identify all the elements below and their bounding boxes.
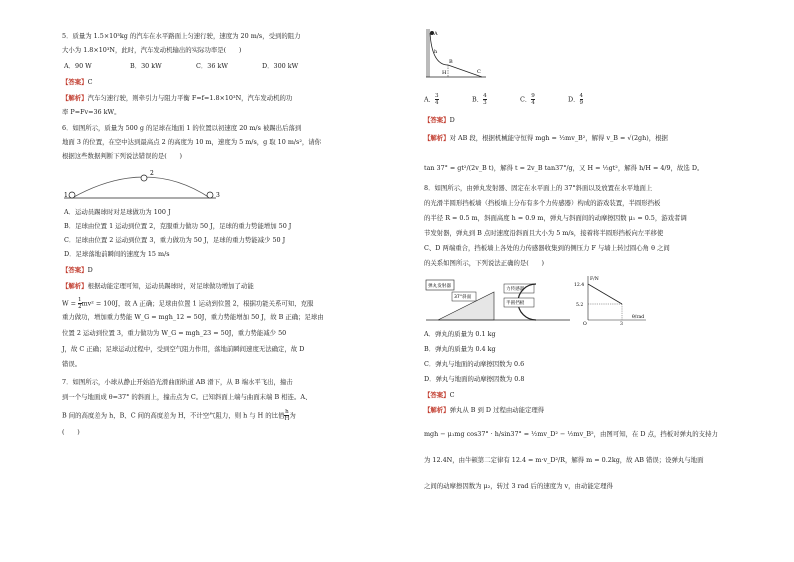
ball-position-1 [69, 192, 75, 198]
q7-line3-end: 为 [289, 411, 296, 420]
fraction-half: $\frac{1}{2}$ [78, 297, 82, 310]
q8-line2: 的光滑半圆形挡板墙（挡板墙上分布有多个力传感器）构成的游戏装置，半圆形挡板 [424, 199, 661, 207]
q5-option-b: B．30 kW [130, 62, 162, 70]
answer-value: C [87, 78, 93, 86]
label-H: H [442, 70, 447, 76]
q6-option-a: A．运动员踢球时对足球做功为 100 J [64, 208, 171, 216]
q8-line3: 的半径 R = 0.5 m，斜面高度 h = 0.9 m，弹丸与斜面间的动摩擦因数 μ₁ = 0.5，游戏者调 [424, 214, 687, 222]
option-letter: A． [424, 95, 436, 104]
q7-curve-figure [422, 27, 488, 83]
explanation-tag: 【解析】 [62, 94, 88, 102]
explanation-text: 弹丸从 B 到 D 过程由动能定理得 [449, 406, 545, 414]
q6-explanation-5: J，故 C 正确；足球运动过程中，受到空气阻力作用，落地前瞬间速度无法确定，故 D [62, 345, 305, 353]
q8-answer [424, 391, 454, 401]
q7-option-a [424, 93, 439, 106]
q6-option-c: C．足球由位置 2 运动到位置 3，重力做功为 50 J，足球的重力势能减少 50 J [64, 236, 286, 244]
label-h: h [434, 49, 438, 55]
q8-option-c: C．弹丸与地面的动摩擦因数为 0.6 [424, 360, 525, 368]
q7-explanation-1 [424, 134, 668, 144]
y-axis-label: F/N [590, 277, 599, 282]
q6-explanation-1 [62, 282, 254, 292]
answer-value: D [87, 266, 93, 274]
q5-line2: 大小为 1.8×10³N，此时，汽车发动机输出的实际功率是( ) [62, 46, 242, 54]
q6-line1: 6．如图所示，质量为 500 g 的足球在地面 1 的位置以初速度 20 m/s 被踢出后落到 [62, 124, 302, 132]
q5-explanation-2: 率 P=Fv=36 kW。 [62, 108, 121, 116]
ball-position-3 [207, 192, 213, 198]
explanation-tag: 【解析】 [424, 406, 450, 414]
q8-line4: 节发射器，弹丸到 B 点时速度沿斜面且大小为 5 m/s，接着将半圆形挡板向左平移使 [424, 229, 664, 237]
label-a: A [434, 31, 438, 37]
q6-answer [62, 266, 93, 276]
option-fraction [483, 93, 487, 106]
q6-explanation-6: 错误。 [62, 360, 82, 368]
label-1: 1 [64, 192, 68, 199]
y-tick-12-4: 12.4 [574, 283, 585, 288]
q7-line1: 7．如图所示，小球从静止开始沿光滑曲面轨道 AB 滑下，从 B 端水平飞出，撞击 [62, 378, 293, 386]
option-fraction [580, 93, 584, 106]
explanation-text: 汽车匀速行驶，则牵引力与阻力平衡 F=f=1.8×10³N，汽车发动机的功 [87, 94, 293, 102]
q5-option-d: D．300 kW [262, 62, 299, 70]
fraction-numerator: 3 [435, 93, 439, 99]
answer-tag: 【答案】 [424, 391, 450, 399]
x-axis-label: θ/rad [632, 315, 645, 320]
q8-option-a: A．弹丸的质量为 0.1 kg [424, 330, 496, 338]
q8-explanation-1 [424, 406, 544, 416]
q7-line3-text: B 间的高度差为 h，B、C 间的高度差为 H，不计空气阻力，则 h 与 H 的比值 [62, 411, 285, 420]
q8-force-graph [574, 274, 654, 327]
q5-line1: 5．质量为 1.5×10³kg 的汽车在水平路面上匀速行驶，速度为 20 m/s，受到的阻力 [62, 32, 301, 40]
explanation-text: mv² = 100J，故 A 正确；足球由位置 1 运动到位置 2，根据功能关系可知，克服 [81, 299, 314, 308]
q7-line4: ( ) [62, 428, 80, 436]
q5-answer [62, 78, 92, 88]
answer-tag: 【答案】 [62, 78, 88, 86]
fraction-denominator: 4 [531, 100, 535, 106]
launcher-label: 弹丸发射器 [428, 284, 451, 289]
label-2: 2 [150, 170, 154, 177]
q8-line6: 的关系如图所示，下列说法正确的是( ) [424, 259, 545, 267]
incline-label: 37°斜面 [454, 295, 472, 300]
q8-explanation-4: 之间的动摩擦因数为 μ₂，转过 3 rad 后的速度为 v，由动能定理得 [424, 482, 613, 490]
option-letter: C． [520, 95, 532, 104]
fraction-numerator: 4 [483, 93, 487, 99]
q6-explanation-3: 重力做功，增加重力势能 W_G = mgh_12 = 50J，重力势能增加 50 J，故 B 正确；足球由 [62, 313, 324, 321]
barrier-label: 半圆挡板 [506, 301, 525, 306]
sensor-label: 力传感器 [506, 287, 525, 292]
q7-option-d [568, 93, 583, 106]
label-c: C [477, 69, 481, 75]
q6-option-b: B．足球由位置 1 运动到位置 2，克服重力做功 50 J，足球的重力势能增加 50 J [64, 222, 292, 230]
q5-option-c: C．36 kW [196, 62, 228, 70]
answer-tag: 【答案】 [424, 116, 450, 124]
q5-explanation-1 [62, 94, 292, 104]
q6-line2: 地面 3 的位置，在空中达到最高点 2 的高度为 10 m，速度为 5 m/s，g 取 10 m/s²，请你 [62, 138, 322, 146]
fraction-numerator: 4 [579, 93, 584, 99]
origin-label: O [583, 322, 587, 327]
answer-value: D [449, 116, 455, 124]
answer-tag: 【答案】 [62, 266, 88, 274]
q8-line5: C、D 两端重合，挡板墙上各处的力传感器收集到的侧压力 F 与墙上转过圆心角 θ 之间 [424, 244, 670, 252]
q7-option-b [472, 93, 487, 106]
explanation-text: 对 AB 段，根据机械能守恒得 mgh = ½mv_B²，解得 v_B = √(2gh)，根据 [449, 134, 668, 142]
q8-explanation-3: 为 12.4N，由牛顿第二定律有 12.4 = m·v_D²/R，解得 m = 0.2kg，故 AB 错误；设弹丸与地面 [424, 456, 704, 464]
option-fraction [435, 93, 439, 106]
fraction-numerator: h [285, 409, 289, 415]
q7-answer [424, 116, 455, 126]
q6-trajectory-figure [62, 166, 222, 202]
q7-line2: 到一个与地面成 θ=37° 的斜面上，撞击点为 C。已知斜面上端与曲面末端 B 相连。A、 [62, 393, 312, 401]
q8-explanation-2: mgh − μ₁mg cos37° · h/sin37° = ½mv_D² − ½mv_B²，由图可知，在 D 点，挡板对弹丸的支持力 [424, 430, 718, 438]
fraction-denominator: 4 [435, 100, 439, 106]
q6-line3: 根据这些数据判断下列说法错误的是( ) [62, 152, 183, 160]
label-3: 3 [216, 192, 220, 199]
option-letter: B． [472, 95, 484, 104]
q6-explanation-4: 位置 2 运动到位置 3，重力做功为 W_G = mgh_23 = 50J，重力势能减少 50 [62, 329, 287, 337]
explanation-tag: 【解析】 [424, 134, 450, 142]
wall [426, 29, 430, 77]
q8-line1: 8．如图所示，由弹丸发射器、固定在水平面上的 37°斜面以及放置在水平地面上 [424, 184, 653, 192]
x-tick-3: 3 [620, 322, 623, 327]
ball-position-2 [141, 175, 147, 181]
option-letter: D． [568, 95, 580, 104]
fraction-denominator: 3 [483, 100, 487, 106]
fraction-numerator: 9 [531, 93, 535, 99]
explanation-tag: 【解析】 [62, 282, 88, 290]
fraction-denominator: H [284, 416, 290, 422]
formula-w: W = [62, 299, 78, 308]
q7-option-c [520, 93, 535, 106]
explanation-text: 根据动能定理可知，运动员踢球时，对足球做功增加了动能 [87, 282, 254, 290]
q6-option-d: D．足球落地前瞬间的速度为 15 m/s [64, 250, 170, 258]
q5-option-a: A．90 W [64, 62, 92, 70]
q8-option-b: B．弹丸的质量为 0.4 kg [424, 345, 496, 353]
fraction-denominator: 9 [579, 100, 584, 106]
force-line [588, 284, 622, 304]
q7-line3 [62, 409, 296, 422]
q8-option-d: D．弹丸与地面的动摩擦因数为 0.8 [424, 375, 525, 383]
label-b: B [449, 59, 453, 65]
option-fraction [531, 93, 535, 106]
q6-explanation-2 [62, 297, 313, 310]
answer-value: C [449, 391, 455, 399]
q7-explanation-2: tan 37° = gt²/(2v_B t)，解得 t = 2v_B tan37°/g，又 H = ½gt²，解得 h/H = 4/9，故选 D。 [424, 164, 704, 172]
y-tick-5-2: 5.2 [576, 303, 584, 308]
q8-apparatus-figure [424, 276, 574, 326]
